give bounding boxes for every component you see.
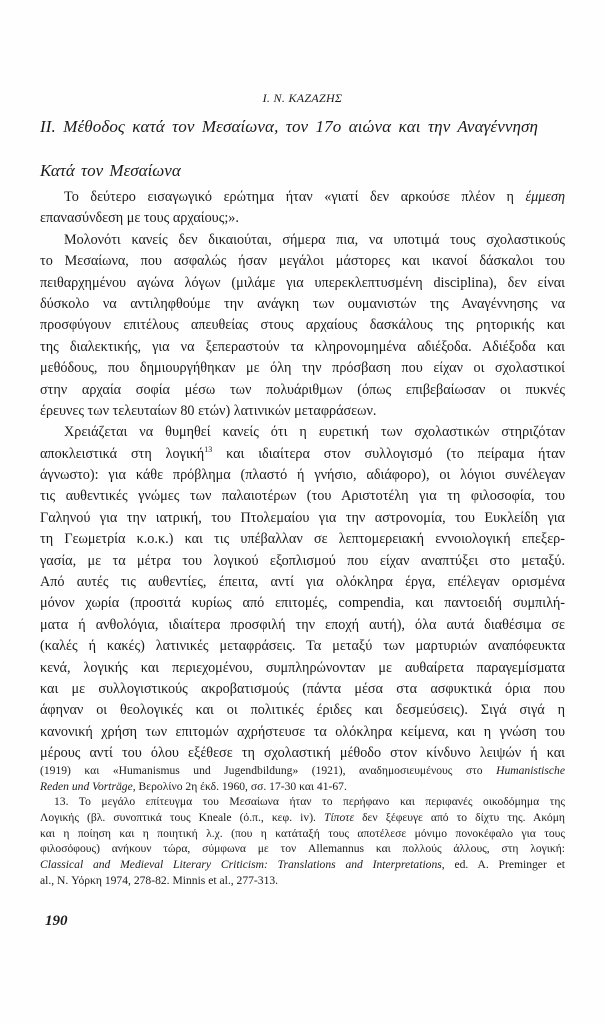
- body-line: Μολονότι κανείς δεν δικαιούται, σήμερα πια, να υποτιμά τους σχολαστικούς: [64, 231, 565, 248]
- body-line: (καλές ή κακές) λατινικές μεταφράσεις. Τα μεταξύ των μαρτυριών αναπόφευκτα: [40, 638, 565, 655]
- body-line: μεθόδους, που δημιουργήθηκαν με όλη την πρόσβαση που είχαν οι σχολαστικοί: [40, 360, 565, 377]
- footnote-line: [40, 857, 565, 873]
- body-line: άφηναν οι θεολογικές και οι πολιτικές έριδες και δεσμεύσεις). Σιγά σιγά η: [40, 702, 565, 719]
- body-line: δύσκολο να αντιληφθούμε την ανάγκη των ουμανιστών της Αναγέννησης να: [40, 295, 565, 312]
- body-line: πειθαρχημένου αγώνα λόγων (μιλάμε για υπερεκλεπτυσμένη disciplina), δεν είναι: [40, 274, 565, 291]
- footnote-ref-13[interactable]: 13: [204, 444, 213, 454]
- body-line: [40, 187, 565, 208]
- footnote-text: , Βερολίνο 2η έκδ. 1960, σσ. 17-30 και 41-67.: [132, 779, 347, 793]
- footnote-line: [40, 841, 565, 857]
- body-line-text: αποκλειστικά στη λογική: [40, 445, 205, 462]
- body-line: μόνον χωρία (προσιτά κυρίως από επιτομές, compendia, και παντοειδή συμπιλή-: [40, 595, 565, 612]
- body-line: επανασύνδεση με τους αρχαίους;».: [40, 210, 239, 227]
- footnote-line: [40, 873, 565, 889]
- section-title: Κατά τον Μεσαίωνα: [40, 161, 181, 180]
- footnote-text: , ed. A. Preminger et: [441, 858, 565, 872]
- book-title: Humanistische: [496, 764, 565, 777]
- body-line: άγνωστο): για κάθε πρόβλημα (πλαστό ή γνήσιο, αδιάφορο), οι λόγιοι συνέλεγαν: [40, 467, 565, 484]
- footnote-13: [40, 794, 565, 810]
- footnote-text: δεν ξέφευγε από το δίχτυ της. Ακόμη: [354, 811, 565, 825]
- book-title: Classical and Medieval Literary Criticism: Translations and Interpretations: [40, 858, 442, 872]
- body-text: [40, 187, 565, 765]
- body-line: το Μεσαίωνα, που ασφαλώς ήσαν μεγάλοι μάστορες και ικανοί δάσκαλοι του: [40, 253, 565, 270]
- footnote-line: [40, 763, 565, 779]
- body-line: ματα ή ανθολόγια, ιδιαίτερα προσφιλή την εποχή αυτή), όλα αυτά διαθέσιμα σε: [40, 616, 565, 633]
- footnote-line: [40, 779, 565, 795]
- body-line: γασία, με τα μέτρα του λογικού εξοπλισμού που είχαν αναπτύξει στο μεταξύ.: [40, 552, 565, 569]
- body-line: τη Γεωμετρία κ.ο.κ.) και τις υπέβαλλαν σε λεπτομερειακή εννοιολογική επεξερ-: [40, 531, 565, 548]
- chapter-title: ΙΙ. Μέθοδος κατά τον Μεσαίωνα, τον 17ο αιώνα και την Αναγέννηση: [40, 117, 539, 136]
- body-line: Χρειάζεται να θυμηθεί κανείς ότι η ευρετική των σχολαστικών στηριζόταν: [64, 424, 565, 441]
- footnote-text: (1919) και «Humanismus und Jugendbildung» (1921), αναδημοσιευμένους στο: [40, 764, 497, 777]
- body-line: κανονική χρήση των επιτομών αχρήστευσε τα ολόκληρα κείμενα, και η γνώση του: [40, 723, 565, 740]
- body-line: [40, 444, 565, 465]
- footnote-text: 13. Το μεγάλο επίτευγμα του Μεσαίωνα ήταν το περήφανο και περιφανές οικοδόμημα της: [54, 795, 565, 809]
- footnote-text: και η ποίηση και η ποιητική λ.χ. (που η κατάταξή τους αποτέλεσε μόνιμο πονοκέφαλο για τους: [40, 826, 565, 840]
- body-line-text: Το δεύτερο εισαγωγικό ερώτημα ήταν «γιατί δεν αρκούσε πλέον η: [64, 189, 526, 205]
- emphasis: Τίποτε: [324, 811, 355, 825]
- body-line: στην αρχαία σοφία μέσω των πολυάριθμων (όπως επιβεβαίωσαν οι πυκνές: [40, 381, 565, 398]
- body-line: Γαληνού για την ιατρική, του Πτολεμαίου για την αστρονομία, του Ευκλείδη για: [40, 509, 565, 526]
- footnote-line: [40, 810, 565, 826]
- footnote-text: φιλοσόφους) ανήκουν τώρα, σύμφωνα με τον Allemannus και πολλούς άλλους, στη λογική:: [40, 842, 565, 856]
- book-title: Reden und Vorträge: [40, 779, 133, 793]
- page-number: 190: [45, 913, 68, 929]
- running-head: Ι. Ν. ΚΑΖΑΖΗΣ: [262, 91, 343, 105]
- body-line: τις αυθεντικές γνώμες των παλαιοτέρων (του Αριστοτέλη για τη φιλοσοφία, του: [40, 488, 565, 505]
- body-line: προσφύγουν επιτέλους απευθείας στους αρχαίους δασκάλους της ρητορικής και: [40, 317, 565, 334]
- body-line: μέρους αντί του όλου εξέθεσε τη σχολαστική μέθοδο στον κίνδυνο λειψών ή και: [40, 745, 565, 762]
- footnotes: [40, 763, 565, 889]
- body-line: κενά, λογικής και περιεχομένου, συμπληρώνονταν με αυθαίρετα παραγεμίσματα: [40, 659, 565, 676]
- body-line-text: και ιδιαίτερα στον συλλογισμό (το πείραμα ήταν: [212, 445, 565, 462]
- body-line: έρευνες των τελευταίων 80 ετών) λατινικών μεταφράσεων.: [40, 402, 377, 419]
- footnote-text: Λογικής (βλ. συνοπτικά τους Kneale (ό.π., κεφ. iv).: [40, 811, 325, 825]
- emphasis: έμμεση: [525, 189, 565, 205]
- body-line: και με συλλογιστικούς ακροβατισμούς (πάντα μέσα στα ασφυκτικά όρια που: [40, 680, 565, 697]
- footnote-line: [40, 826, 565, 842]
- body-line: της διαλεκτικής, για να ξεπεραστούν τα κληρονομημένα αδιέξοδα. Αδιέξοδα και: [40, 338, 565, 355]
- footnote-text: al., N. Υόρκη 1974, 278-82. Minnis et al., 277-313.: [40, 873, 279, 887]
- body-line: Από αυτές τις αυθεντίες, έπειτα, αντί για ολόκληρα έργα, επέλεγαν ορισμένα: [40, 574, 565, 591]
